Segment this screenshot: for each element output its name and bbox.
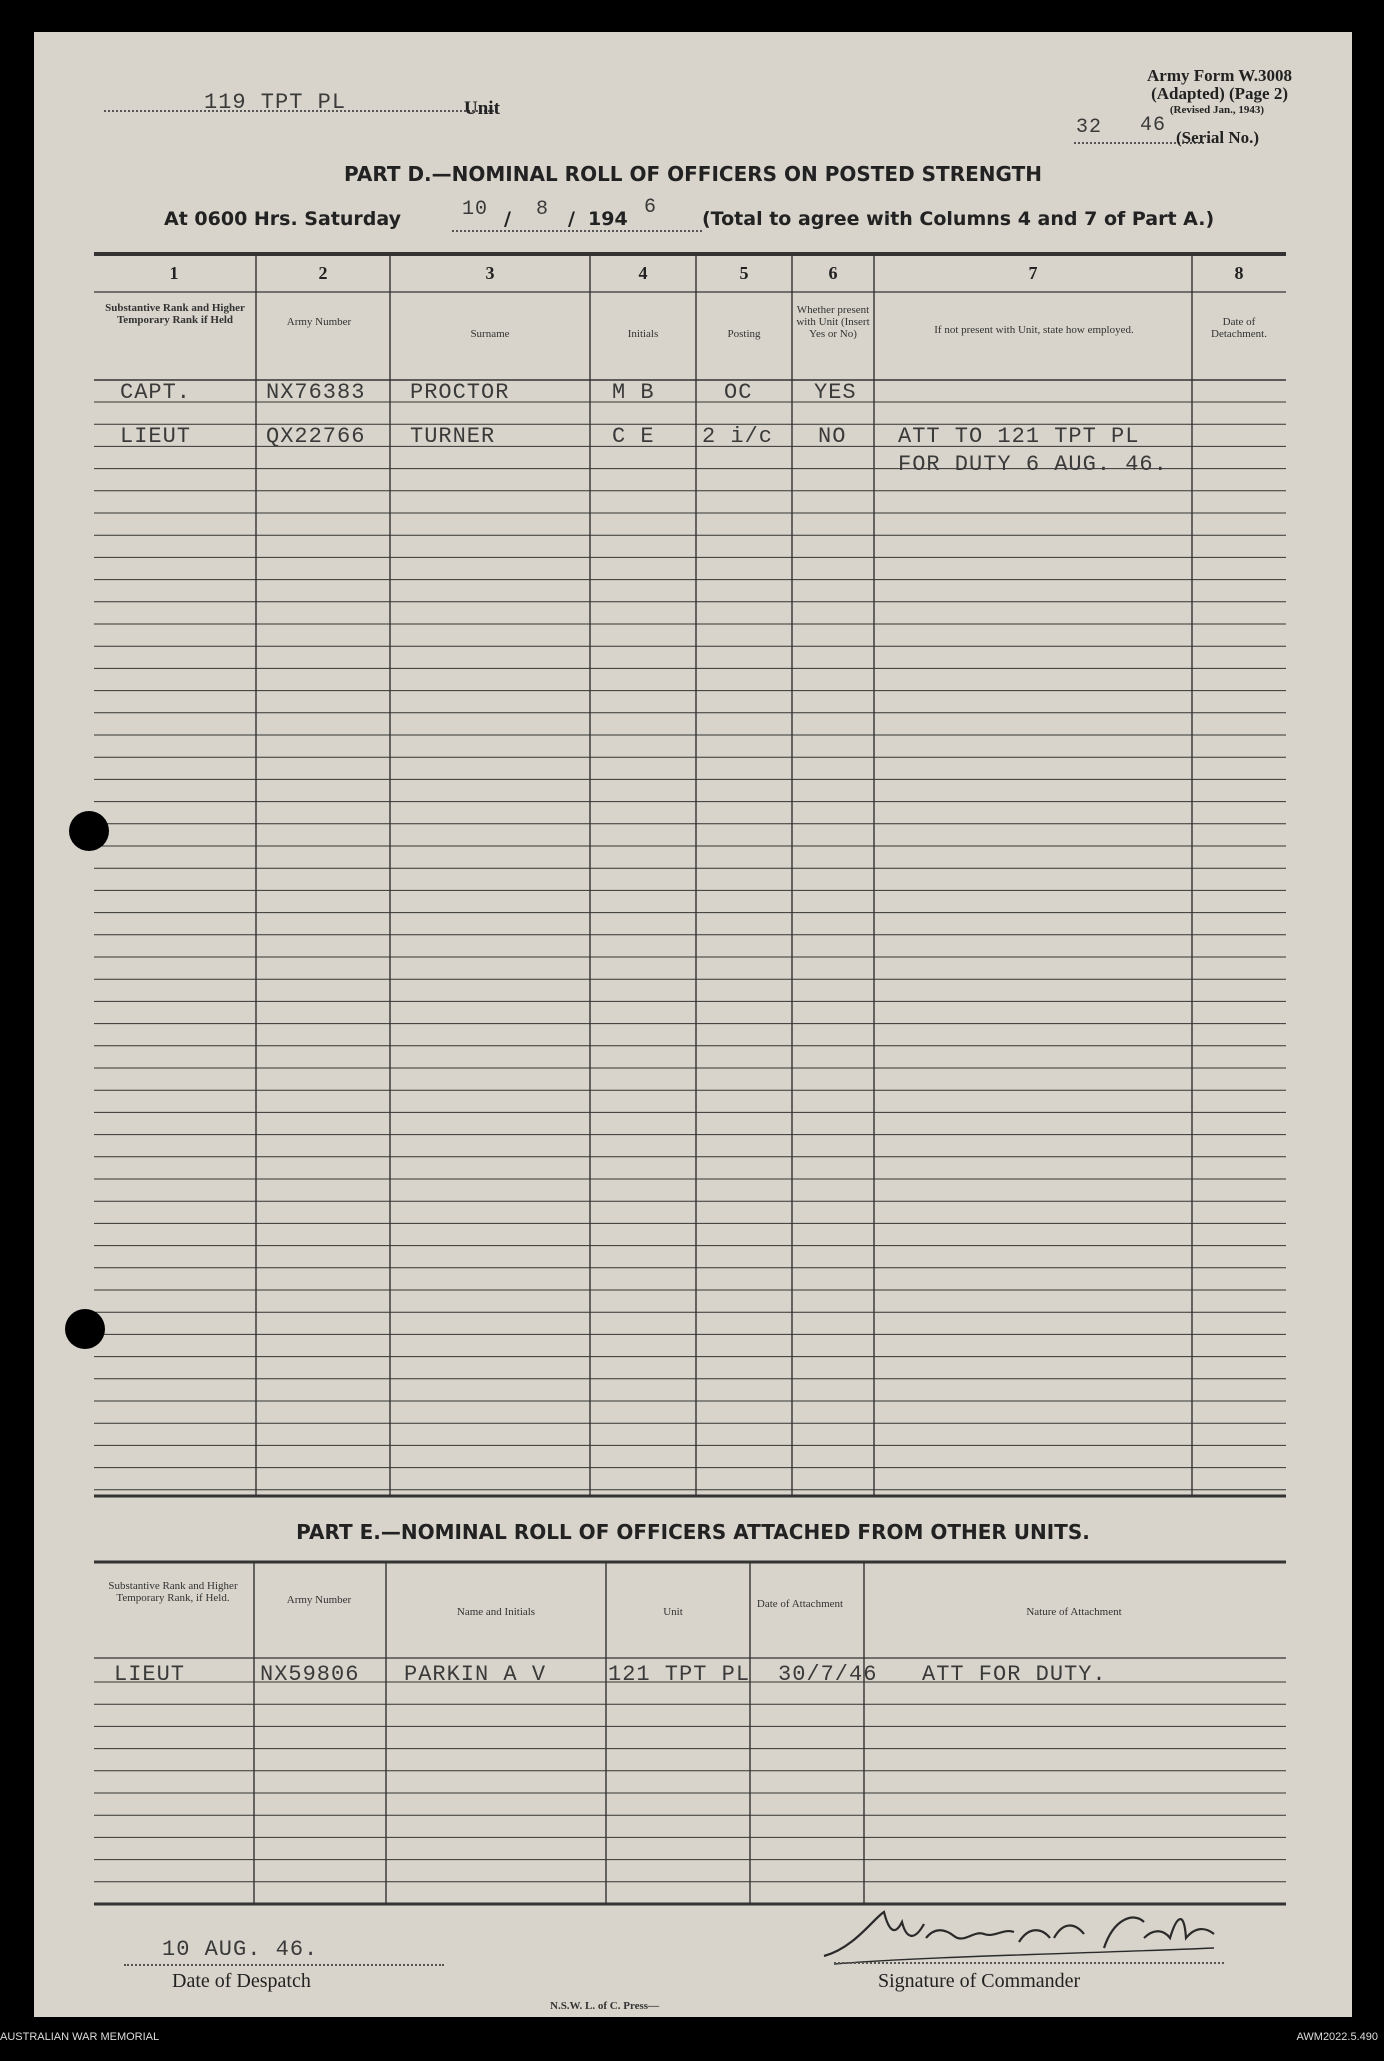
part-e-nature-cell: ATT FOR DUTY. [922,1662,1107,1687]
form-revised: (Revised Jan., 1943) [1169,104,1264,116]
serial-value-a: 32 [1076,116,1103,139]
punch-hole [65,1309,105,1349]
form-adapted: (Adapted) (Page 2) [1151,84,1288,103]
part-e-header-unit: Unit [663,1606,683,1618]
part-d-colnum-8: 8 [1234,263,1244,283]
punch-hole [69,811,109,851]
signature-label: Signature of Commander [878,1970,1081,1992]
part-e-header-name: Name and Initials [456,1606,536,1618]
signature-dotted-line [834,1962,1224,1964]
part-e-header-nature: Nature of Attachment [1026,1606,1122,1618]
part-e-header-rank: Substantive Rank and Higher Temporary Rank, if Held. [108,1580,238,1604]
printer-imprint: N.S.W. L. of C. Press— [550,2000,660,2012]
part-d-year-prefix: 194 [588,208,628,230]
part-d-employed-cell-line2: FOR DUTY 6 AUG. 46. [898,452,1168,477]
part-d-title: PART D.—NOMINAL ROLL OF OFFICERS ON POSTED STRENGTH [344,162,1042,186]
part-d-header-posting: Posting [727,328,761,340]
commander-signature [814,1898,1254,1968]
archive-footer-left: AUSTRALIAN WAR MEMORIAL [0,2031,160,2043]
archive-footer [0,2017,1384,2061]
part-d-colnum-7: 7 [1028,263,1038,283]
part-d-posting-cell: OC [724,380,753,405]
unit-label: Unit [464,98,500,119]
part-e-header-date: Date of Attachment [756,1598,844,1610]
part-e-rank-cell: LIEUT [114,1662,186,1687]
part-d-employed-cell: ATT TO 121 TPT PL [898,424,1140,449]
part-d-posting-cell: 2 i/c [702,424,774,449]
part-d-initials-cell: M B [612,380,655,405]
part-d-total-note: (Total to agree with Columns 4 and 7 of Part A.) [702,208,1215,230]
part-d-slash-1: / [504,208,511,230]
despatch-dotted-line [124,1964,444,1966]
part-e-date-cell: 30/7/46 [778,1662,878,1687]
part-d-present-cell: NO [818,424,847,449]
part-e-name-cell: PARKIN A V [404,1662,547,1687]
serial-label: (Serial No.) [1176,128,1260,147]
part-d-army-number-cell: QX22766 [266,424,366,449]
serial-value-b: 46 [1140,114,1167,137]
part-d-header-present: Whether present with Unit (Insert Yes or No) [796,304,870,340]
part-d-present-cell: YES [814,380,857,405]
unit-value: 119 TPT PL [204,90,347,115]
part-d-rank-cell: LIEUT [120,424,192,449]
part-d-header-rank: Substantive Rank and Higher Temporary Rank if Held [105,302,245,326]
part-d-header-detachment: Date of Detachment. [1211,316,1267,340]
part-d-rank-cell: CAPT. [120,380,192,405]
despatch-date-value: 10 AUG. 46. [162,1937,319,1962]
part-d-initials-cell: C E [612,424,655,449]
form-name: Army Form W.3008 [1147,66,1292,85]
part-d-surname-cell: PROCTOR [410,380,510,405]
part-d-header-employed: If not present with Unit, state how employed. [934,324,1134,336]
part-e-title: PART E.—NOMINAL ROLL OF OFFICERS ATTACHED FROM OTHER UNITS. [296,1520,1090,1544]
archive-footer-right: AWM2022.5.490 [1296,2031,1378,2043]
part-e-header-army-number: Army Number [286,1594,352,1606]
part-d-colnum-4: 4 [638,263,648,283]
part-d-colnum-1: 1 [169,263,179,283]
part-d-month: 8 [536,198,550,221]
part-d-colnum-5: 5 [739,263,749,283]
form-page [34,32,1352,2017]
part-d-header-surname: Surname [470,328,510,340]
part-d-day: 10 [462,198,489,221]
part-d-surname-cell: TURNER [410,424,496,449]
part-d-colnum-2: 2 [318,263,328,283]
part-d-army-number-cell: NX76383 [266,380,366,405]
part-d-at-prefix: At 0600 Hrs. Saturday [164,208,402,230]
part-e-army-number-cell: NX59806 [260,1662,360,1687]
part-d-colnum-6: 6 [828,263,838,283]
part-d-slash-2: / [568,208,575,230]
despatch-label: Date of Despatch [172,1970,311,1992]
part-d-header-army-number: Army Number [286,316,352,328]
part-d-header-initials: Initials [627,328,659,340]
part-d-colnum-3: 3 [485,263,495,283]
part-e-unit-cell: 121 TPT PL [608,1662,751,1687]
part-d-year-digit: 6 [644,196,658,219]
